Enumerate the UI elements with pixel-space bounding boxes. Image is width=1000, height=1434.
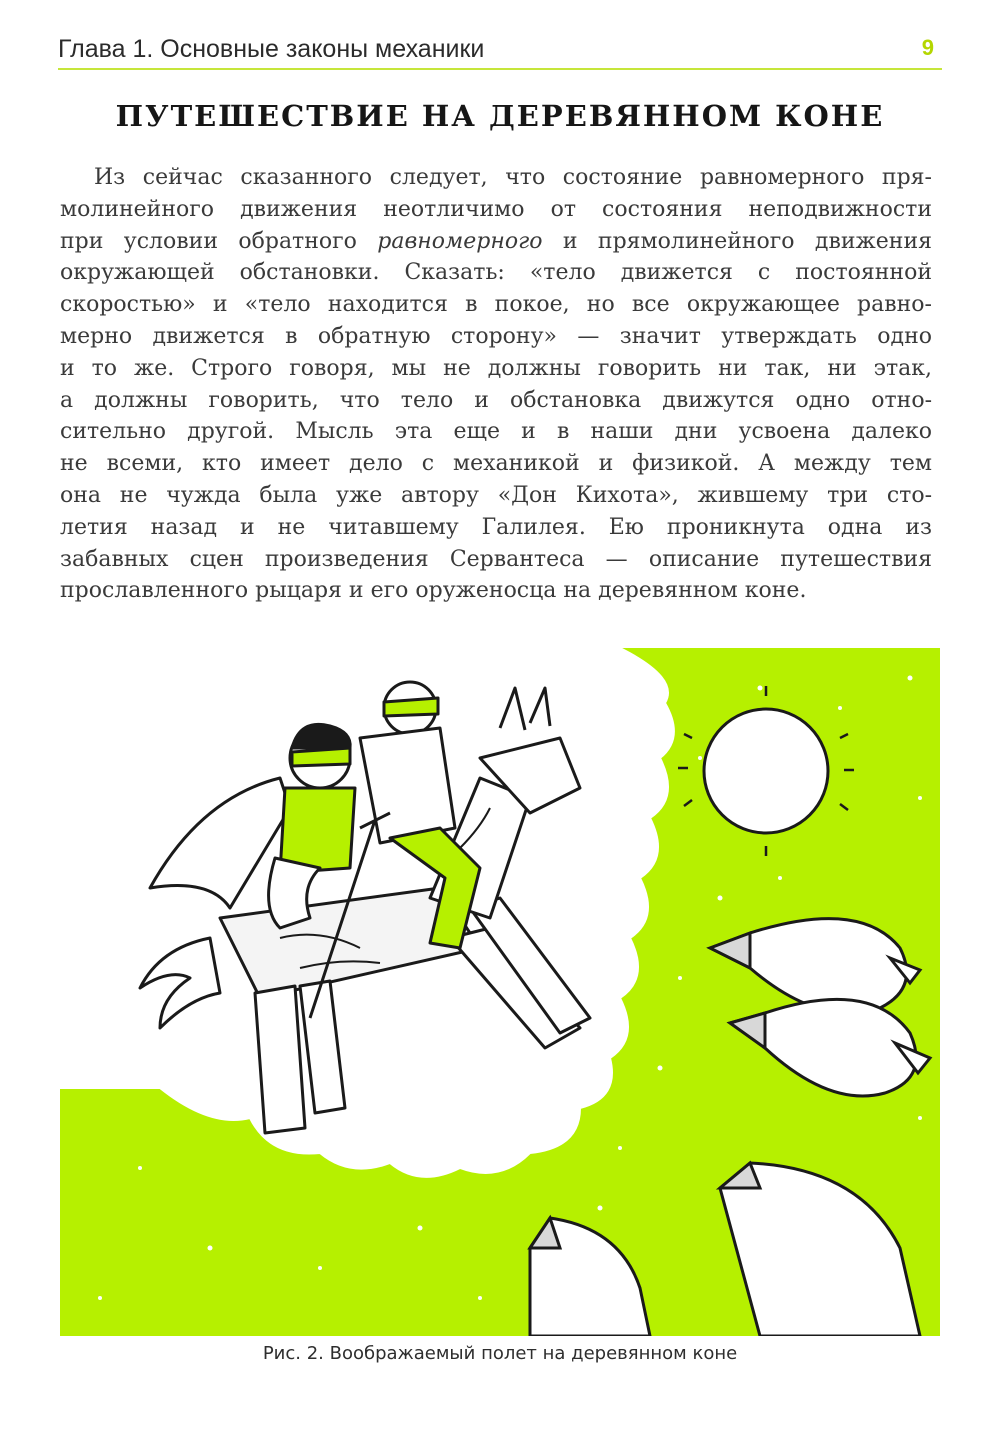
- horse-leg-back: [255, 986, 305, 1133]
- horse-ears: [500, 688, 550, 730]
- body-paragraph: [60, 162, 932, 607]
- text-fragment: и прямолинейного движения: [542, 228, 932, 254]
- star: [758, 686, 763, 691]
- star: [598, 1206, 603, 1211]
- sancho-hair: [292, 724, 350, 748]
- star: [838, 706, 842, 710]
- running-header: [58, 34, 942, 68]
- text-line: скоростью» и «тело находится в покое, но все окружающее равно-: [60, 292, 932, 318]
- section-title: ПУТЕШЕСТВИЕ НА ДЕРЕВЯННОМ КОНЕ: [115, 99, 885, 133]
- text-line: а должны говорить, что тело и обстановка движутся одно отно-: [60, 387, 932, 413]
- star: [208, 1246, 213, 1251]
- text-line: не всеми, кто имеет дело с механикой и физикой. А между тем: [60, 451, 932, 477]
- figure-illustration: [60, 648, 940, 1336]
- star: [138, 1166, 142, 1170]
- sancho-blindfold: [292, 748, 350, 766]
- star: [478, 1296, 482, 1300]
- star: [908, 676, 913, 681]
- star: [918, 1116, 922, 1120]
- text-line: Из сейчас сказанного следует, что состояние равномерного пря-: [94, 165, 932, 190]
- horse-tail: [140, 938, 220, 1028]
- text-line: летия назад и не читавшему Галилея. Ею проникнута одна из: [60, 514, 932, 540]
- star: [658, 1066, 663, 1071]
- star: [418, 1226, 423, 1231]
- text-line: мерно движется в обратную сторону» — значит утверждать одно: [60, 323, 932, 349]
- figure-caption: Рис. 2. Воображаемый полет на деревянном коне: [262, 1343, 738, 1364]
- star: [698, 756, 702, 760]
- text-line: молинейного движения неотличимо от состояния неподвижности: [60, 196, 932, 222]
- star: [918, 796, 922, 800]
- text-line: окружающей обстановки. Сказать: «тело движется с постоянной: [60, 260, 932, 286]
- text-line: прославленного рыцаря и его оруженосца на деревянном коне.: [60, 578, 807, 604]
- star: [678, 976, 682, 980]
- horse-leg-back2: [300, 981, 345, 1113]
- star: [318, 1266, 322, 1270]
- text-line: забавных сцен произведения Сервантеса — описание путешествия: [60, 546, 932, 572]
- text-line: и то же. Строго говоря, мы не должны говорить ни так, ни этак,: [60, 355, 932, 381]
- star: [98, 1296, 102, 1300]
- chapter-title: Глава 1. Основные законы механики: [58, 35, 485, 63]
- header-rule: [58, 68, 942, 70]
- emphasized-word: равномерного: [377, 228, 543, 254]
- text-fragment: при условии обратного: [60, 228, 378, 254]
- page-number: 9: [921, 35, 934, 60]
- star: [718, 896, 723, 901]
- text-line: [60, 226, 932, 258]
- star: [778, 876, 782, 880]
- flight-illustration-svg: [60, 648, 940, 1336]
- text-line: сительно другой. Мысль эта еще и в наши дни усвоена далеко: [60, 419, 932, 445]
- text-line: она не чужда была уже автору «Дон Кихота», жившему три сто-: [60, 482, 932, 508]
- quixote-blindfold: [384, 698, 438, 716]
- star: [618, 1146, 622, 1150]
